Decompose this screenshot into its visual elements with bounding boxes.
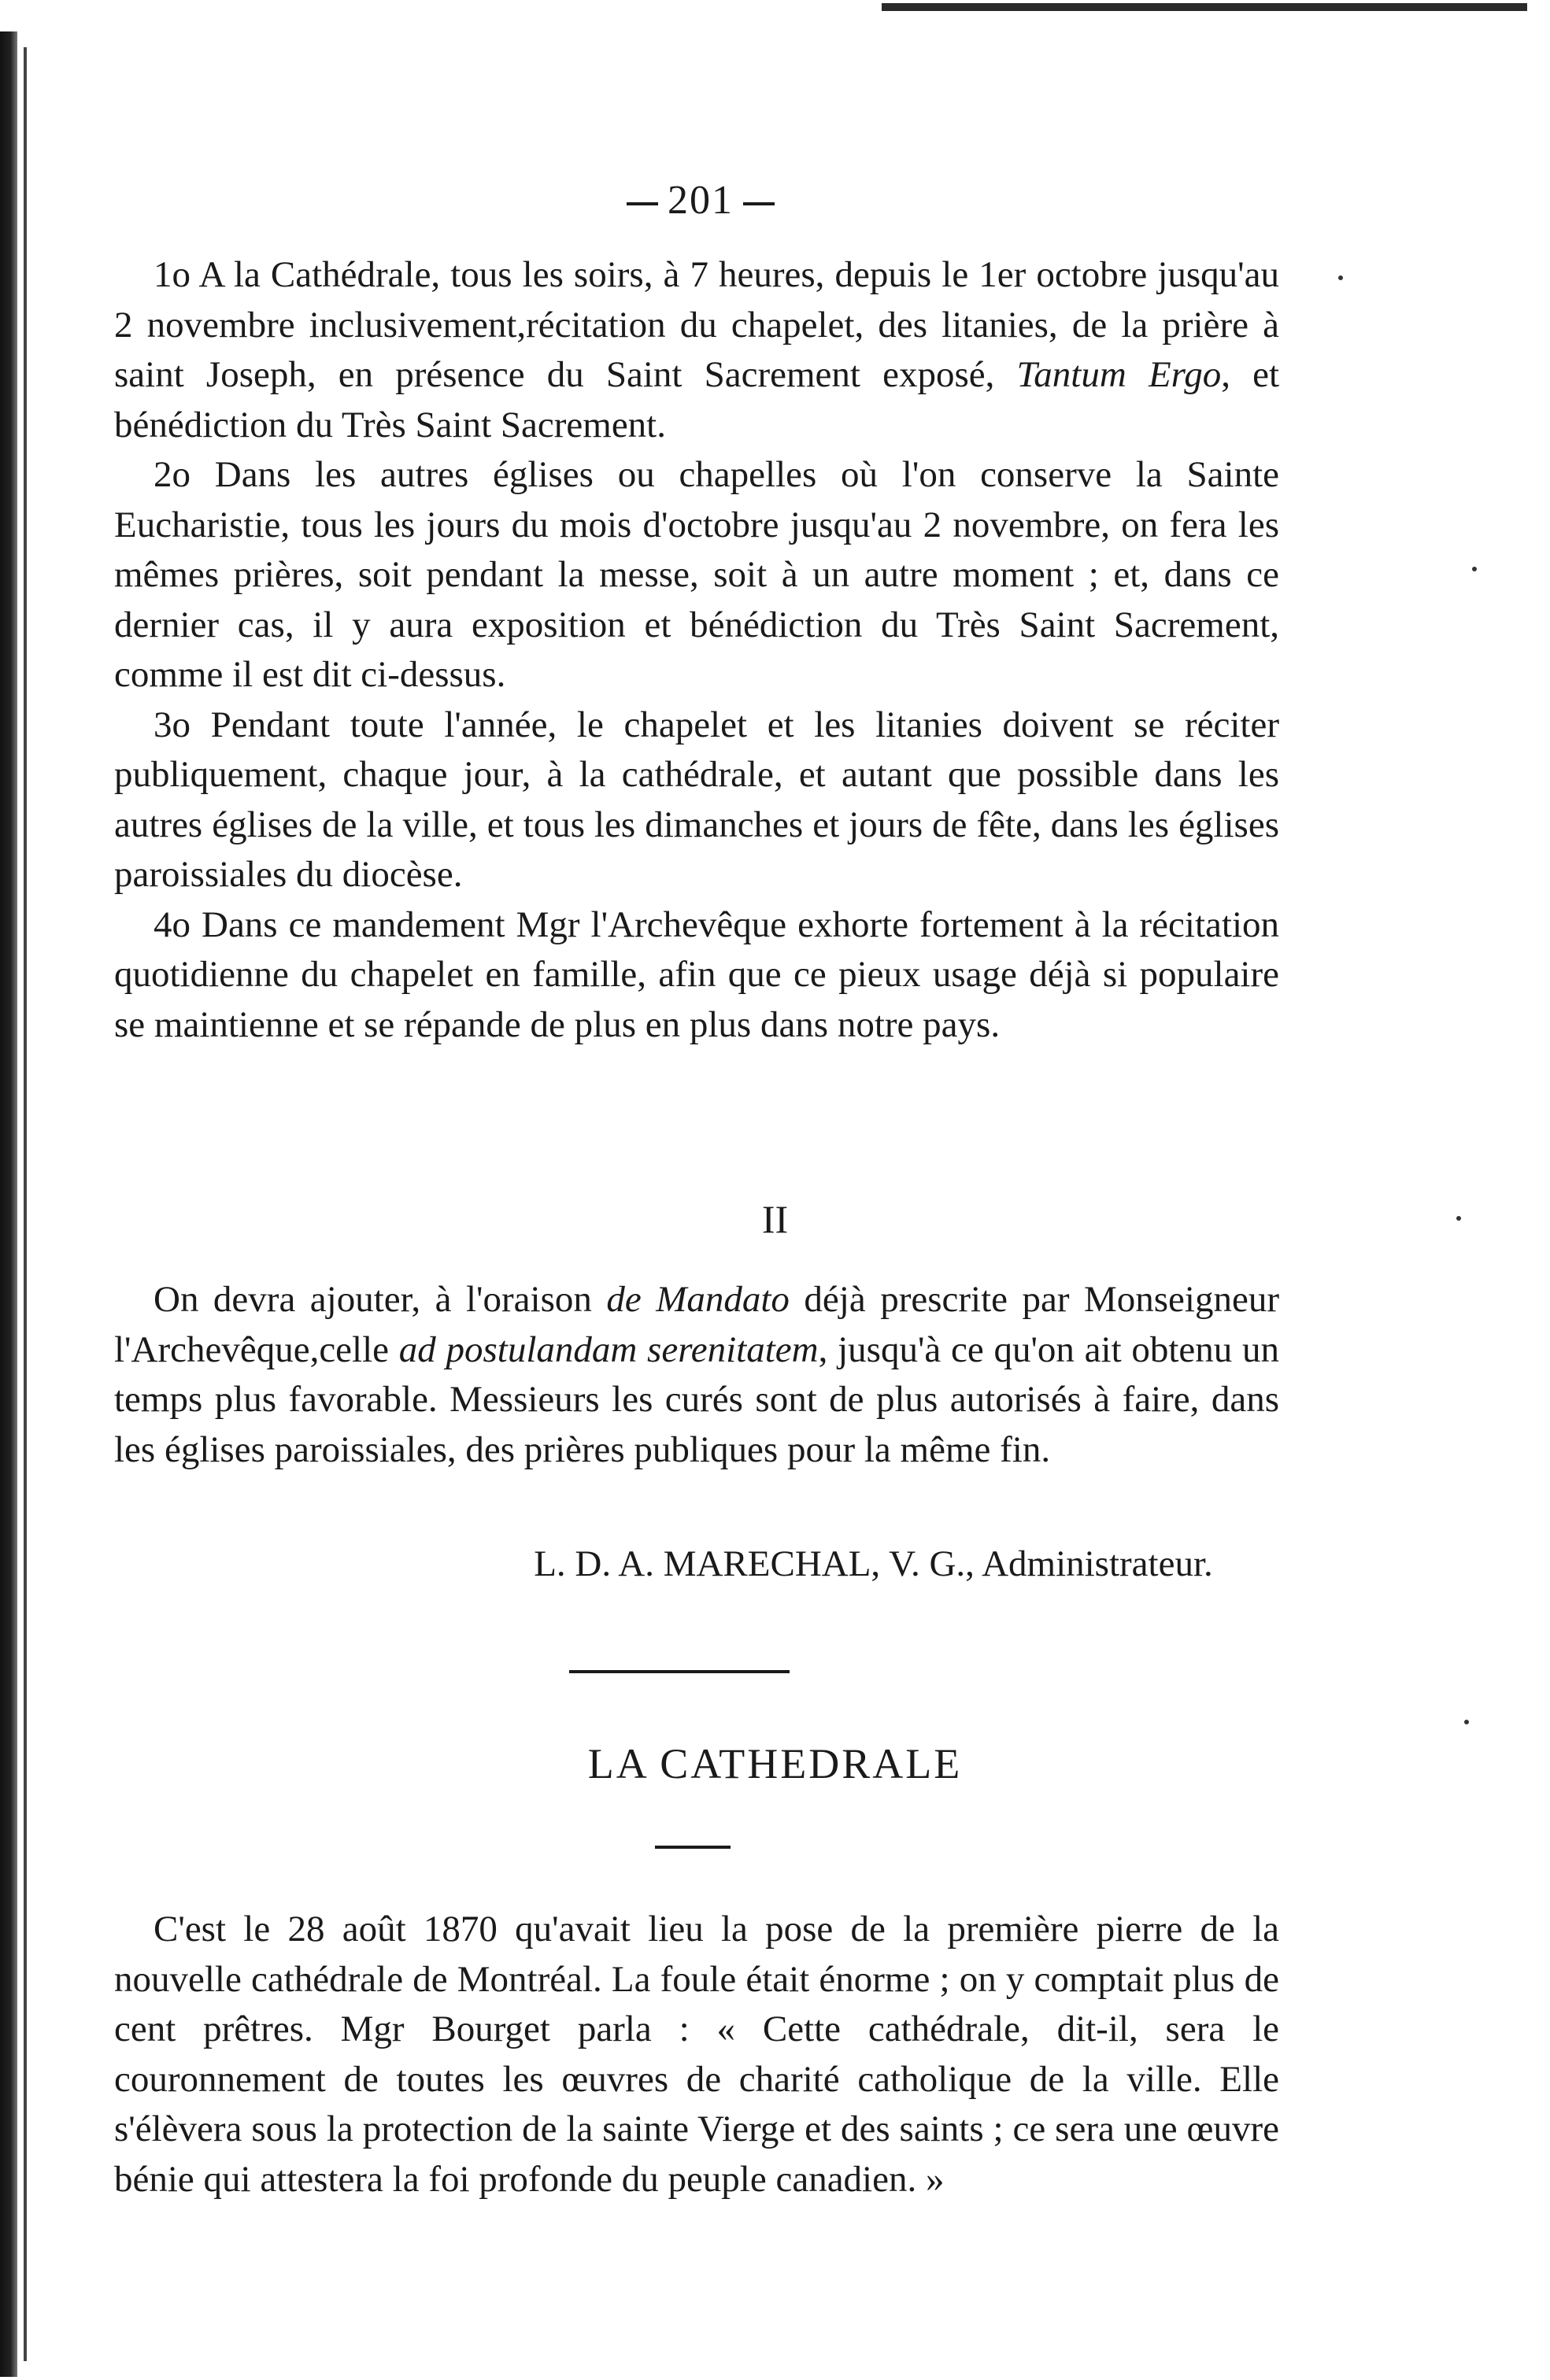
scan-speck [1456,1216,1461,1221]
paragraph-2: 2o Dans les autres églises ou chapelles où l'on conserve la Sainte Eucharistie, tous les jours du mois d'octobre jusqu'au 2 novembre, on fera les mêmes prières, soit pendant la messe, soit à un autre moment ; et, dans ce dernier cas, il y aura exposition et bénédiction du Très Saint Sacrement, comme il est dit ci-dessus. [114,454,1279,695]
paragraph-5-text-a: On devra ajouter, à l'oraison [154,1279,607,1320]
paragraph-5-italic-2: ad postulandam serenitatem [398,1329,819,1370]
signature-line: L. D. A. MARECHAL, V. G., Administrateur. [534,1543,1213,1584]
section-ii-body [114,1275,1279,1475]
title-underline-rule [655,1846,731,1849]
page-number: 201 [598,177,803,224]
paragraph-5-text-b: déjà prescrite par Monseigneur l'Archevêque,celle [114,1279,1279,1370]
scan-speck [1338,275,1343,280]
scan-top-line [882,3,1527,11]
paragraph-6: C'est le 28 août 1870 qu'avait lieu la pose de la première pierre de la nouvelle cathédrale de Montréal. La foule était énorme ; on y comptait plus de cent prêtres. Mgr Bourget parla : « Cette cathédrale, dit-il, sera le couronnement de toutes les œuvres de charité catholique de la ville. Elle s'élèvera sous la protection de la sainte Vierge et des saints ; ce sera une œuvre bénie qui attestera la foi profonde du peuple canadien. » [114,1909,1279,2200]
scan-speck [1472,567,1477,571]
paragraph-1 [114,250,1279,450]
chapter-title: LA CATHEDRALE [587,1740,963,1787]
section-divider-rule [569,1670,790,1673]
paragraph-5 [114,1275,1279,1475]
paragraph-1-text-a: 1o A la Cathédrale, tous les soirs, à 7 heures, depuis le 1er octobre jusqu'au 2 novembre inclusivement,récitation du chapelet, des litanies, de la prière à saint Joseph, en présence du Saint Sacrement exposé, [114,254,1279,395]
paragraph-1-italic: Tantum Ergo [1016,354,1222,395]
paragraph-5-italic-1: de Mandato [606,1279,790,1320]
paragraph-4: 4o Dans ce mandement Mgr l'Archevêque exhorte fortement à la récitation quotidienne du chapelet en famille, afin que ce pieux usage déjà si populaire se maintienne et se répande de plus en plus dans notre pays. [114,904,1279,1045]
section-number: II [761,1197,789,1241]
ordinance-list [114,250,1279,1050]
chapter-body [114,1905,1279,2204]
paragraph-1-text-b: , et bénédiction du Très Saint Sacrement. [114,354,1280,445]
paragraph-5-text-c: , jusqu'à ce qu'on ait obtenu un temps plus favorable. Messieurs les curés sont de plus autorisés à faire, dans les églises paroissiales, des prières publiques pour la même fin. [114,1329,1280,1470]
scan-speck [1464,1720,1469,1724]
paragraph-3: 3o Pendant toute l'année, le chapelet et les litanies doivent se réciter publiquement, chaque jour, à la cathédrale, et autant que possible dans les autres églises de la ville, et tous les dimanches et jours de fête, dans les églises paroissiales du diocèse. [114,704,1279,895]
